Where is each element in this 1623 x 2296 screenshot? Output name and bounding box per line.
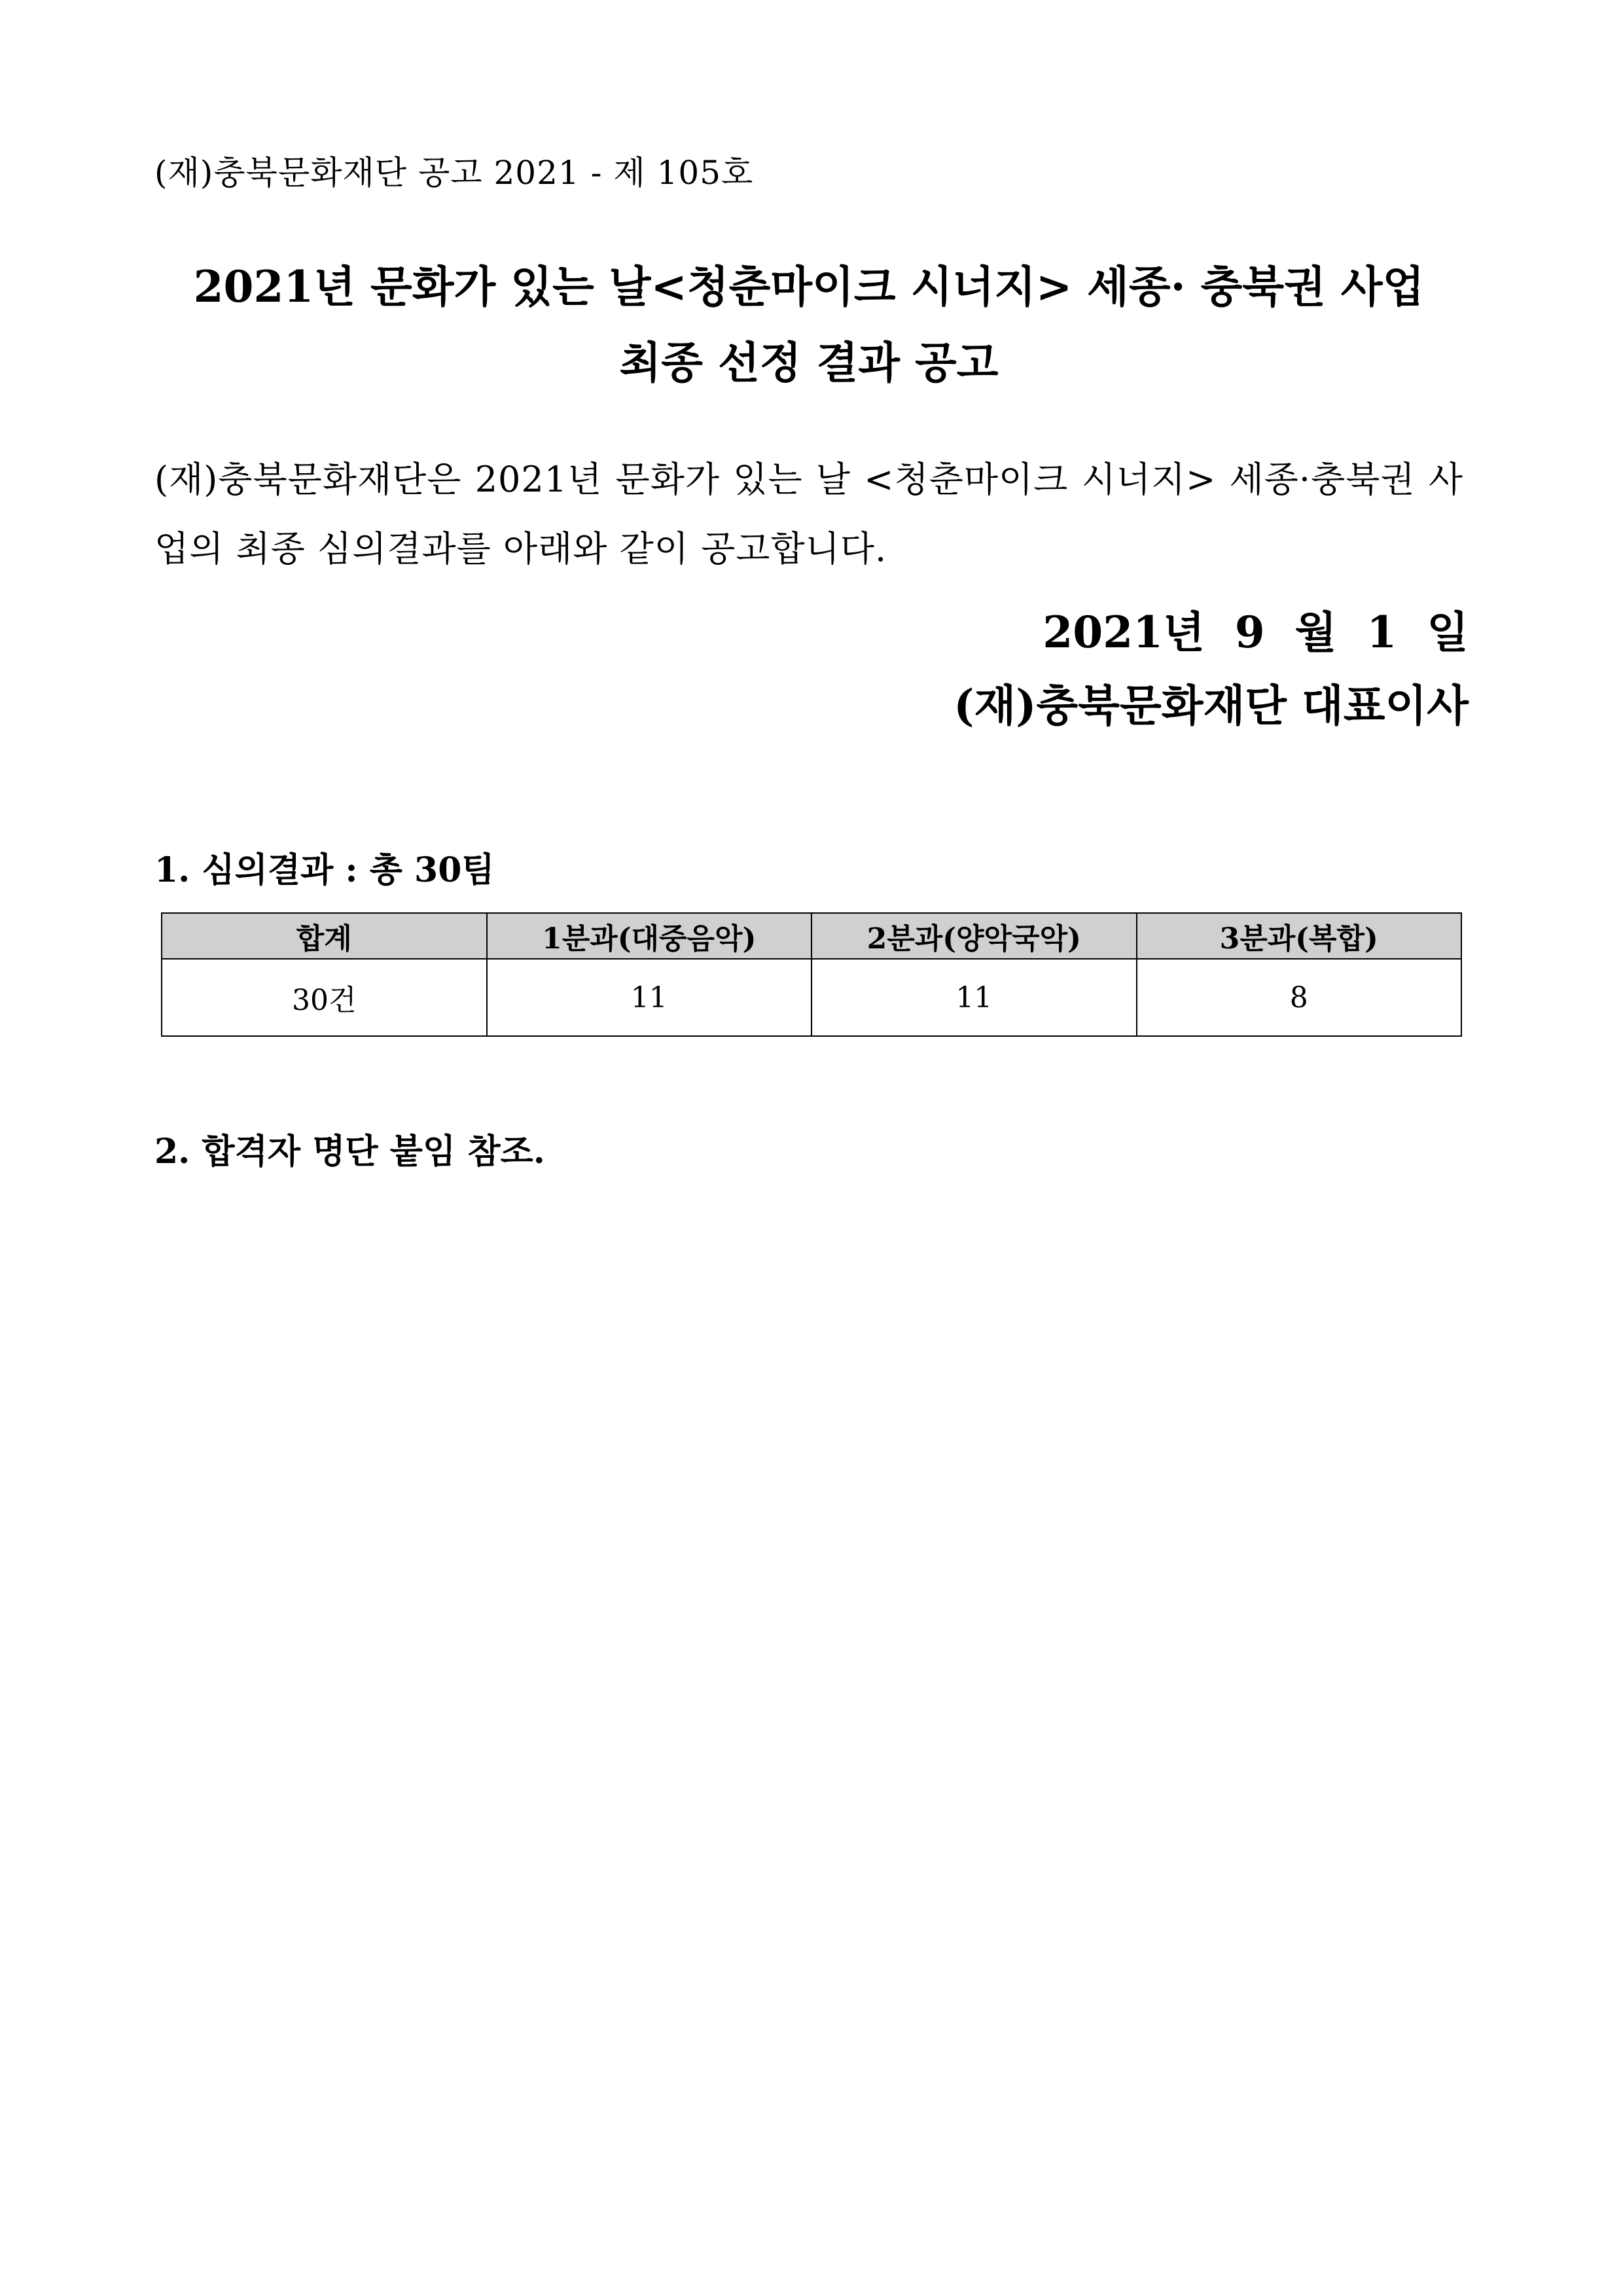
results-table (161, 912, 1462, 1037)
table-cell: 11 (487, 959, 812, 1036)
document-title (154, 249, 1463, 401)
notice-number: (재)충북문화재단 공고 2021 - 제 105호 (154, 154, 754, 192)
table-header-row (162, 913, 1461, 959)
signature-block (954, 596, 1469, 742)
table-cell: 11 (812, 959, 1137, 1036)
table-cell: 8 (1137, 959, 1462, 1036)
intro-paragraph: (재)충북문화재단은 2021년 문화가 있는 날 <청춘마이크 시너지> 세종·충북권 사업의 최종 심의결과를 아래와 같이 공고합니다. (154, 459, 1463, 569)
announcement-date: 2021년 9 월 1 일 (1043, 607, 1469, 658)
title-line-2: 최종 선정 결과 공고 (619, 337, 999, 388)
table-header-cell: 3분과(복합) (1137, 913, 1462, 959)
title-line-1: 2021년 문화가 있는 날<청춘마이크 시너지> 세종· 충북권 사업 (193, 261, 1425, 312)
issuing-organization: (재)충북문화재단 대표이사 (954, 680, 1469, 731)
section-1-heading: 1. 심의결과 : 총 30팀 (154, 850, 495, 890)
table-header-cell: 1분과(대중음악) (487, 913, 812, 959)
table-cell: 30건 (162, 959, 487, 1036)
section-2-heading: 2. 합격자 명단 붙임 참조. (154, 1132, 545, 1172)
table-header-cell: 합계 (162, 913, 487, 959)
table-header-cell: 2분과(양악국악) (812, 913, 1137, 959)
table-row (162, 959, 1461, 1036)
